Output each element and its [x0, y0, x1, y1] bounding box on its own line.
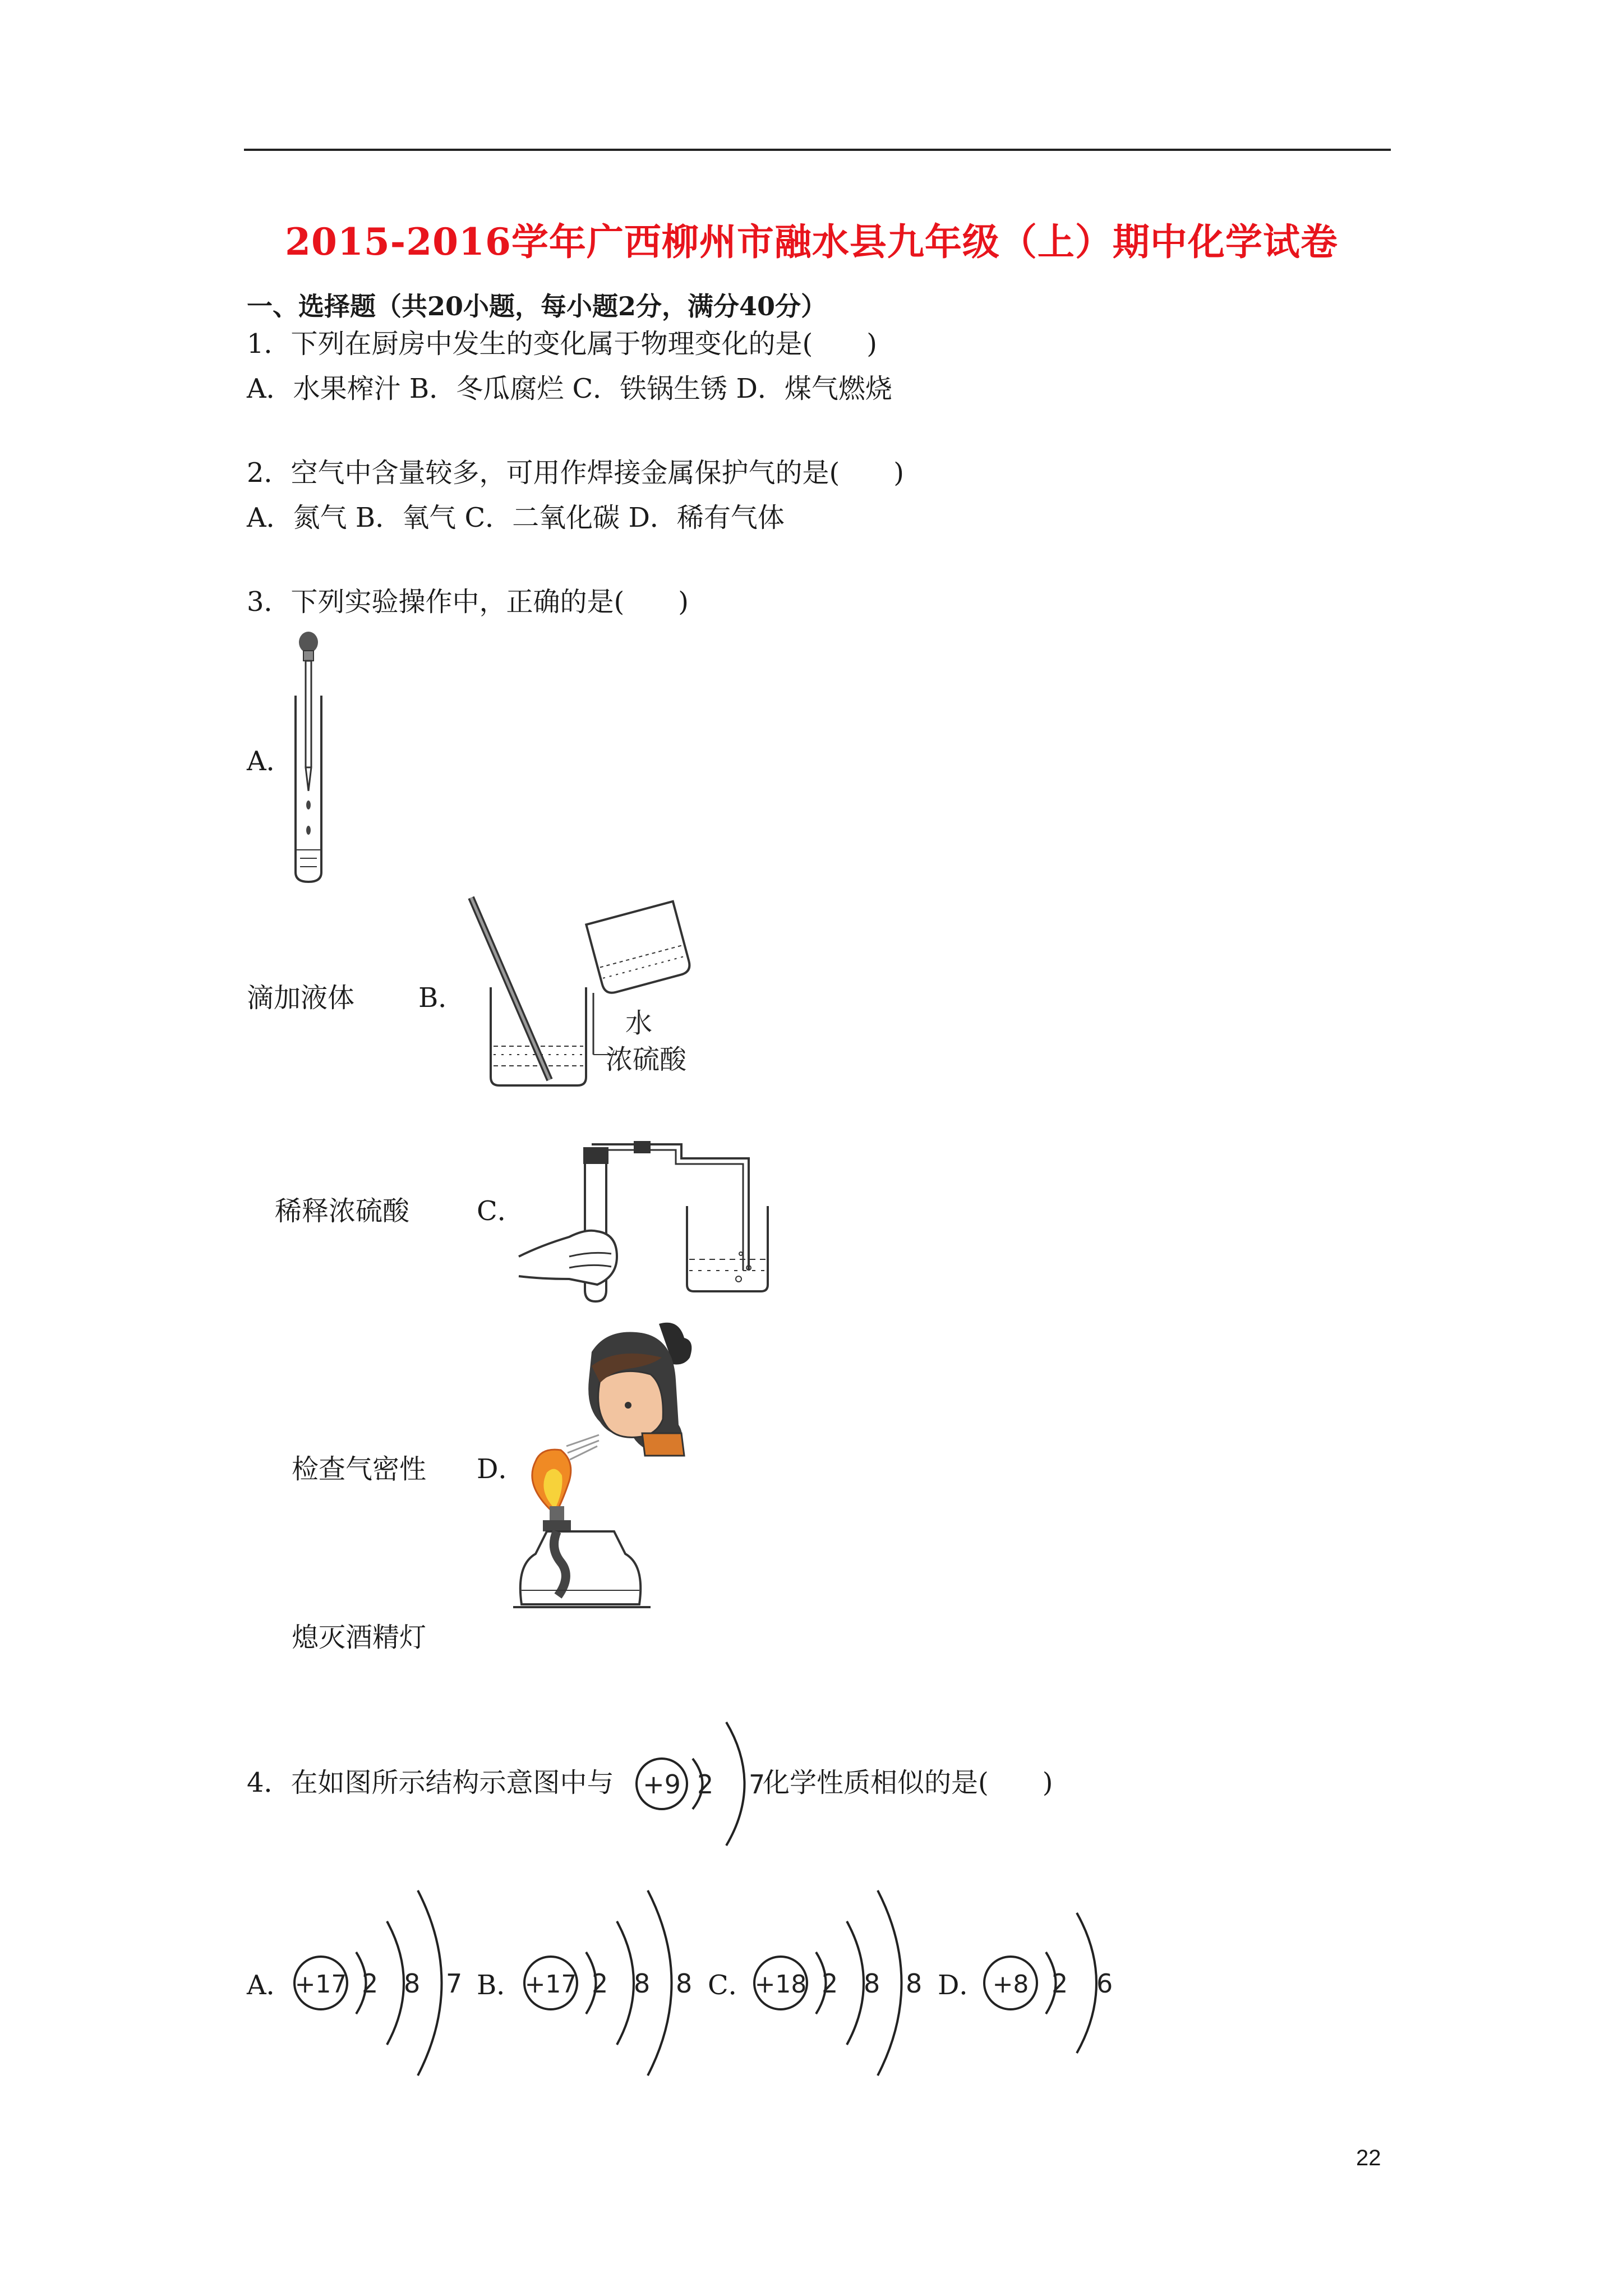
- question-1-options: A．水果榨汁 B．冬瓜腐烂 C．铁锅生锈 D．煤气燃烧: [247, 373, 892, 404]
- question-4-stem-before: 4．在如图所示结构示意图中与: [247, 1767, 614, 1798]
- q3-option-a-letter: A．: [247, 746, 293, 777]
- q4-option-d-letter: D．: [938, 1970, 986, 2001]
- q4-option-c-atom: [751, 1874, 937, 2098]
- question-2-options: A．氮气 B．氧气 C．二氧化碳 D．稀有气体: [247, 502, 785, 533]
- dilute-acid-figure: [465, 886, 701, 1094]
- alcohol-lamp-figure: [516, 1313, 707, 1621]
- q3-option-a-caption: 滴加液体: [247, 982, 355, 1014]
- ref-atom-diagram: [634, 1711, 766, 1857]
- paper-title: 2015-2016学年广西柳州市融水县九年级（上）期中化学试卷: [285, 220, 1338, 264]
- question-4-stem-after: 化学性质相似的是( ): [763, 1767, 1053, 1798]
- svg-text:8: 8: [864, 1968, 880, 1999]
- label-water: 水: [625, 1007, 653, 1039]
- ref-nucleus: +9: [643, 1769, 681, 1800]
- label-conc-acid: 浓硫酸: [606, 1044, 687, 1075]
- svg-text:8: 8: [906, 1968, 923, 1999]
- svg-text:+17: +17: [294, 1970, 347, 1999]
- q3-option-b-letter: B．: [418, 982, 465, 1014]
- svg-text:8: 8: [404, 1968, 421, 1999]
- section-heading: 一、选择题（共20小题，每小题2分，满分40分）: [247, 291, 827, 321]
- svg-text:+17: +17: [524, 1970, 577, 1999]
- svg-text:2: 2: [1052, 1968, 1068, 1999]
- svg-text:7: 7: [446, 1968, 463, 1999]
- q3-option-b-caption: 稀释浓硫酸: [275, 1195, 410, 1227]
- gas-tightness-figure: [519, 1116, 777, 1304]
- svg-text:6: 6: [1096, 1968, 1113, 1999]
- svg-text:8: 8: [676, 1968, 693, 1999]
- q4-option-b-atom: [522, 1874, 707, 2098]
- svg-text:+18: +18: [754, 1970, 807, 1999]
- ref-shell-1: 2: [697, 1769, 714, 1800]
- question-2-stem: 2．空气中含量较多，可用作焊接金属保护气的是( ): [247, 457, 904, 489]
- q3-option-c-caption: 检查气密性: [292, 1453, 427, 1485]
- ref-shell-2: 7: [749, 1769, 766, 1800]
- page-number: 22: [1356, 2146, 1381, 2170]
- svg-text:8: 8: [634, 1968, 651, 1999]
- q4-option-d-atom: [981, 1896, 1127, 2076]
- q3-option-c-letter: C．: [477, 1195, 524, 1227]
- svg-text:2: 2: [822, 1968, 838, 1999]
- svg-text:2: 2: [362, 1968, 379, 1999]
- q4-option-a-atom: [292, 1874, 477, 2098]
- dropper-test-tube-figure: [283, 628, 334, 884]
- q4-option-a-letter: A．: [247, 1970, 293, 2001]
- header-rule: [244, 149, 1391, 151]
- svg-text:+8: +8: [992, 1970, 1029, 1999]
- q4-option-b-letter: B．: [477, 1970, 524, 2001]
- svg-text:2: 2: [592, 1968, 608, 1999]
- q3-option-d-caption: 熄灭酒精灯: [292, 1622, 427, 1653]
- q3-option-d-letter: D．: [477, 1453, 525, 1485]
- q4-option-c-letter: C．: [708, 1970, 755, 2001]
- question-3-stem: 3．下列实验操作中，正确的是( ): [247, 586, 689, 618]
- question-1-stem: 1．下列在厨房中发生的变化属于物理变化的是( ): [247, 328, 877, 360]
